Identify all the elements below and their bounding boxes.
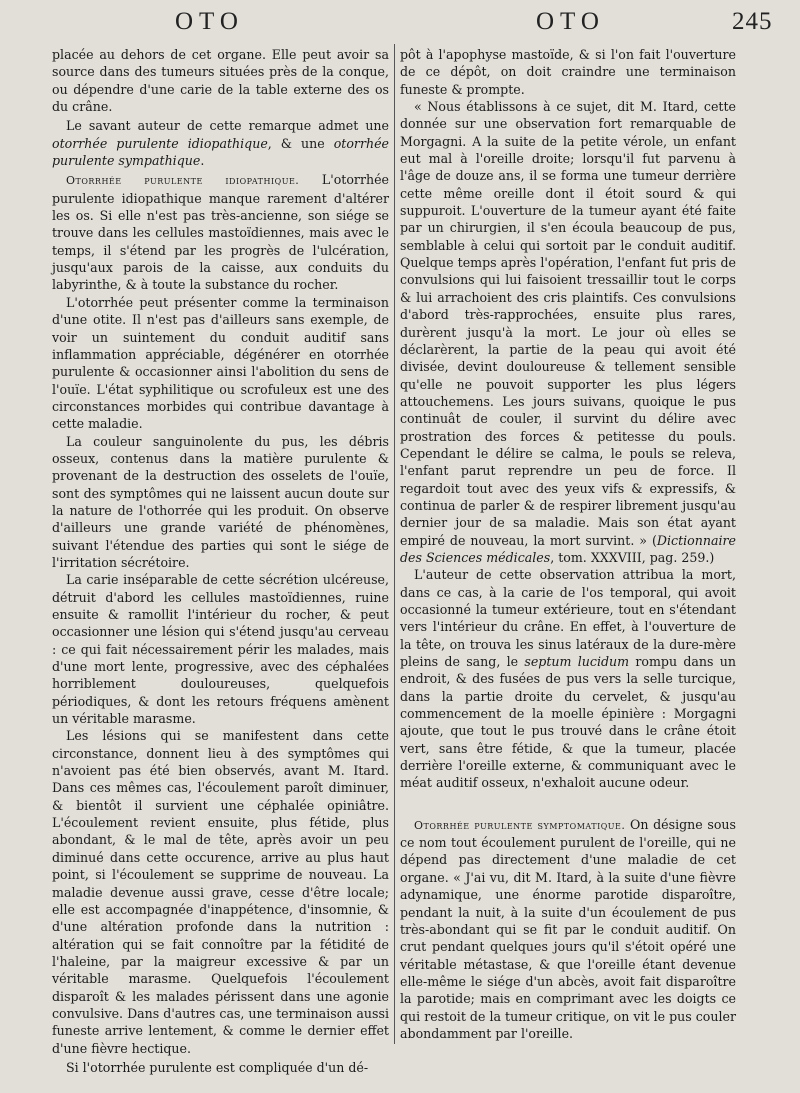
text-run: L'auteur de cette observation attribua la mort, dans ce cas, à la carie de l'os temporal, qui avoit occasionné la tumeur extérieure, tout en s'étendant vers l'intérieur du crâne. En effet, à l'ouverture de la tête, on trouva les sinus latéraux de la dure-mère pleins de sang, le [400,567,736,670]
text-run: On désigne sous ce nom tout écoulement purulent de l'oreille, qui ne dépend pas directement d'une maladie de cet organe. « J'ai vu, dit M. Itard, à la suite d'une fièvre adynamique, une énorme parotide disparoître, pendant la nuit, à la suite d'un écoulement de pus très-abondant qui se fit par le conduit auditif. On crut pendant quelques jours qu'il s'étoit opéré une véritable métastase, & que l'oreille étant devenue elle-même le siége d'un abcès, avoit fait disparoître la parotide; mais en comprimant avec les doigts ce qui restoit de la tumeur critique, on vit le pus couler abondamment par l'oreille. [400,816,736,1041]
text-run: Le savant auteur de cette remarque admet une [66,118,389,134]
text-run: , & une [267,135,334,151]
text-run: « Nous établissons à ce sujet, dit M. Itard, cette donnée sur une observation fort remarquable de Morgagni. A la suite de la petite vérole, un enfant eut mal à l'oreille droite; lorsqu'il fut parvenu à l'âge de douze ans, il se forma une tumeur derrière cette même oreille dont il étoit sourd & qui suppuroit. L'ouverture de la tumeur ayant été faite par un chirurgien, il s'en écoula beaucoup de pus, semblable à celui qui sortoit par le conduit auditif. Quelque temps après l'opération, l'enfant fut pris de convulsions qui lui faisoient tressaillir tout le corps & lui arrachoient des cris plaintifs. Ces convulsions d'abord très-rapprochées, ensuite plus rares, durèrent jusqu'à la mort. Le jour où elles se déclarèrent, la partie de la peau qui avoit été divisée, devint douloureuse & tellement sensible qu'elle ne pouvoit supporter les plus légers attouchemens. Les jours suivans, quoique le pus continuât de couler, il survint du délire avec prostration des forces & petitesse du pouls. Cependant le délire se calma, le pouls se releva, l'enfant parut reprendre un peu de force. Il regardoit tout avec des yeux vifs & expressifs, & continua de parler & de respirer librement jusqu'au dernier jour de sa maladie. Mais son état ayant empiré de nouveau, la mort survint. » ( [400,99,736,548]
paragraph: Les lésions qui se manifestent dans cette circonstance, donnent lieu à des symptômes qui n'avoient pas été bien observés, avant M. Itard. Dans ces mêmes cas, l'écoulement paroît diminuer, & bientôt il survient une céphalée opiniâtre. L'écoulement revient ensuite, plus fétide, plus abondant, & le mal de tête, après avoir un peu diminué dans cette occurence, arrive au plus haut point, si l'écoulement se supprime de nouveau. La maladie devenue aussi grave, cesse d'être locale; elle est accompagnée d'inappétence, d'insomnie, & d'une altération profonde dans la nutrition : altération qui se fait connoître par la fétidité de l'haleine, par la maigreur excessive & par un véritable marasme. Quelquefois l'écoulement disparoît & les malades périssent dans une agonie convulsive. Dans d'autres cas, une terminaison aussi funeste arrive lentement, & comme le dernier effet d'une fièvre hectique. [52,728,389,1056]
running-header [0,8,800,42]
paragraph [52,171,389,293]
text-run: L'otorrhée purulente idiopathique manque rarement d'altérer les os. Si elle n'est pas très-ancienne, son siége se trouve dans les cellules mastoïdiennes, mais avec le temps, il s'étend par les progrès de l'ulcération, jusqu'aux parois de la caisse, aux conduits du labyrinthe, & à toute la substance du rocher. [52,172,389,293]
paragraph: placée au dehors de cet organe. Elle peut avoir sa source dans des tumeurs situées près de la conque, ou dépendre d'une carie de la table externe des os du crâne. [52,47,389,115]
paragraph: pôt à l'apophyse mastoïde, & si l'on fait l'ouverture de ce dépôt, on doit craindre une terminaison funeste & prompte. [400,47,736,97]
text-run: rompu dans un endroit, & des fusées de pus vers la selle turcique, dans la partie droite du cervelet, & jusqu'au commencement de la moelle épinière : Morgagni ajoute, que tout le pus trouvé dans le crâne étoit vert, sans être fétide, & que la tumeur, placée derrière l'oreille externe, & communiquant avec le méat auditif osseux, n'exhaloit aucune odeur. [400,654,736,791]
text-run: . [200,153,205,169]
section-heading: Otorrhée purulente symptomatique. [414,818,626,832]
header-right-word: OTO [536,8,605,35]
text-run: , tom. XXXVIII, pag. 259.) [550,549,715,565]
paragraph [400,98,736,566]
right-column [400,46,736,1042]
italic-term: septum lucidum [524,654,630,670]
paragraph: La carie inséparable de cette sécrétion ulcéreuse, détruit d'abord les cellules mastoïdiennes, ruine ensuite & ramollit l'intérieur du rocher, & peut occasionner une lésion qui s'étend jusqu'au cerveau : ce qui fait nécessairement périr les malades, mais d'une mort lente, progressive, avec des céphalées horriblement douloureuses, quelquefois périodiques, & dont les retours fréquens amènent un véritable marasme. [52,572,389,727]
left-column [52,46,389,1076]
paragraph [400,816,736,1042]
paragraph [52,117,389,169]
section-heading: Otorrhée purulente idiopathique. [66,174,300,188]
page-number: 245 [732,8,773,35]
paragraph: La couleur sanguinolente du pus, les débris osseux, contenus dans la matière purulente & provenant de la destruction des osselets de l'ouïe, sont des symptômes qui ne laissent aucun doute sur la nature de l'othorrée qui les produit. On observe d'ailleurs une grande variété de phénomènes, suivant l'étendue des parties qui sont le siége de l'irritation sécrétoire. [52,433,389,570]
italic-term: otorrhée purulente idiopathique [52,135,268,151]
column-divider [394,44,395,1044]
spacer [400,792,736,816]
paragraph: L'otorrhée peut présenter comme la terminaison d'une otite. Il n'est pas d'ailleurs sans exemple, de voir un suintement du conduit auditif sans inflammation appréciable, dégénérer en otorrhée purulente & occasionner ainsi l'abolition du sens de l'ouïe. L'état syphilitique ou scrofuleux est une des circonstances morbides qui contribue davantage à cette maladie. [52,294,389,432]
italic-term: otorrhée purulente sympathique [52,135,389,169]
header-left-word: OTO [175,8,244,35]
paragraph: Si l'otorrhée purulente est compliquée d'un dé- [66,1059,369,1075]
italic-citation: Dictionnaire des Sciences médicales [400,532,736,565]
paragraph [400,566,736,791]
